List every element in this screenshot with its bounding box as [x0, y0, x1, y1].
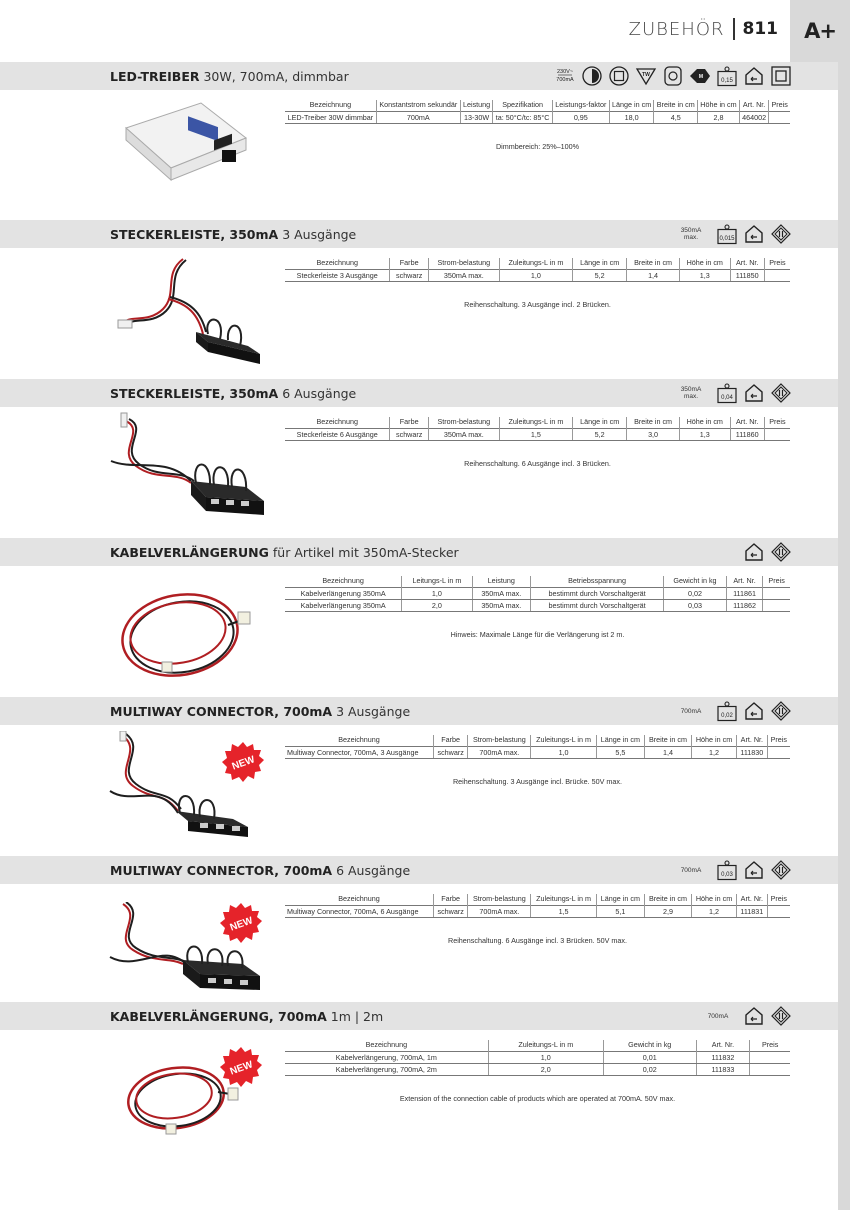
icon-row: [677, 859, 792, 881]
svg-text:TW: TW: [642, 72, 650, 78]
col-header: Strom-belastung: [428, 417, 499, 429]
header-divider: [733, 18, 735, 40]
class-ii-square-icon: [770, 65, 792, 87]
col-header: Länge in cm: [609, 100, 654, 112]
icon-row: [704, 1005, 792, 1027]
col-header: Bezeichnung: [338, 894, 380, 903]
cell: 2,9: [645, 906, 692, 918]
section-note: Reihenschaltung. 6 Ausgänge incl. 3 Brücken. 50V max.: [448, 936, 627, 945]
section-steckerleiste-6: [0, 379, 838, 468]
icon-row: [677, 382, 792, 404]
col-header: Höhe in cm: [679, 258, 730, 270]
spec-table: [285, 100, 790, 124]
kabel-350-image: [110, 580, 260, 690]
svg-text:NEW: NEW: [228, 1059, 255, 1078]
col-header: Länge in cm: [596, 735, 644, 747]
page-header: [629, 18, 778, 40]
cell: 1,0: [402, 588, 472, 600]
cell: 1,4: [627, 270, 680, 282]
cell: 1,0: [499, 270, 572, 282]
cell: 1,2: [691, 747, 736, 759]
section-header: [0, 220, 838, 248]
col-header: Art. Nr.: [696, 1040, 750, 1052]
right-sidebar: [838, 0, 850, 1210]
cell: 111830: [737, 747, 768, 759]
class-ii-icon: [770, 382, 792, 404]
section-header: [0, 856, 838, 884]
spec-table: [285, 576, 790, 612]
section-title: MULTIWAY CONNECTOR, 700mA 6 Ausgänge: [110, 862, 411, 878]
cell: 5,5: [596, 747, 644, 759]
section-title: LED-TREIBER 30W, 700mA, dimmbar: [110, 68, 349, 84]
col-header: Breite in cm: [645, 735, 692, 747]
cell: Steckerleiste 6 Ausgänge: [285, 429, 390, 441]
spec-table: [285, 1040, 790, 1076]
page-number: 811: [742, 19, 778, 39]
spec-table: [285, 894, 790, 918]
svg-text:230V~: 230V~: [556, 69, 574, 75]
cell: 5,1: [596, 906, 644, 918]
col-header: Zuleitungs-L in m: [531, 894, 596, 906]
col-header: Höhe in cm: [698, 100, 740, 112]
cell: [763, 600, 790, 612]
voltage-current-icon: [554, 65, 576, 87]
icon-row: [677, 223, 792, 245]
section-note: Reihenschaltung. 6 Ausgänge incl. 3 Brücken.: [464, 459, 611, 468]
icon-row: [743, 541, 792, 563]
cell: Multiway Connector, 700mA, 6 Ausgänge: [285, 906, 434, 918]
cell: 1,5: [499, 429, 572, 441]
cell: bestimmt durch Vorschaltgerät: [531, 600, 664, 612]
cell: [764, 429, 790, 441]
table-row: [285, 1052, 790, 1064]
section-title: STECKERLEISTE, 350mA 6 Ausgänge: [110, 385, 357, 401]
led-driver-image: [116, 98, 256, 188]
cell: 350mA max.: [472, 600, 531, 612]
cell: 2,0: [402, 600, 472, 612]
col-header: Breite in cm: [627, 417, 680, 429]
cell: 350mA max.: [428, 429, 499, 441]
cell: 1,4: [645, 747, 692, 759]
svg-text:M: M: [698, 74, 704, 80]
col-header: Art. Nr.: [730, 417, 764, 429]
section-steckerleiste-3: [0, 220, 838, 309]
cell: 4,5: [654, 112, 698, 124]
cell: schwarz: [434, 747, 468, 759]
weight-icon: 0,015: [716, 223, 738, 245]
section-header: [0, 538, 838, 566]
col-header: Leistung: [472, 576, 531, 588]
class-ii-icon: [770, 1005, 792, 1027]
steckerleiste-6-image: [106, 411, 271, 521]
cell: [764, 270, 790, 282]
cell: 5,2: [573, 270, 627, 282]
col-header: Zuleitungs-L in m: [531, 735, 596, 747]
cell: bestimmt durch Vorschaltgerät: [531, 588, 664, 600]
cell: 5,2: [573, 429, 627, 441]
new-badge: [222, 741, 264, 783]
cell: 350mA max.: [472, 588, 531, 600]
cell: 1,3: [679, 270, 730, 282]
col-header: Leistung: [460, 100, 493, 112]
cell: schwarz: [390, 270, 428, 282]
col-header: Zuleitungs-L in m: [499, 258, 572, 270]
col-header: Strom-belastung: [428, 258, 499, 270]
col-header: Bezeichnung: [338, 735, 380, 744]
indoor-icon: [743, 1005, 765, 1027]
svg-text:NEW: NEW: [230, 754, 257, 773]
class-ii-icon: [770, 859, 792, 881]
cell: 2,8: [698, 112, 740, 124]
cell: 1,0: [531, 747, 596, 759]
col-header: Leistungs-faktor: [552, 100, 609, 112]
cell: Steckerleiste 3 Ausgänge: [285, 270, 390, 282]
col-header: Bezeichnung: [322, 576, 364, 585]
cell: 111833: [696, 1064, 750, 1076]
cell: [767, 747, 790, 759]
col-header: Art. Nr.: [739, 100, 768, 112]
col-header: Gewicht in kg: [603, 1040, 696, 1052]
col-header: Strom-belastung: [468, 735, 531, 747]
col-header: Art. Nr.: [737, 894, 768, 906]
cell: 0,95: [552, 112, 609, 124]
col-header: Art. Nr.: [737, 735, 768, 747]
cell: schwarz: [434, 906, 468, 918]
indoor-icon: [743, 859, 765, 881]
cell: 111861: [726, 588, 762, 600]
col-header: Höhe in cm: [679, 417, 730, 429]
cell: LED-Treiber 30W dimmbar: [285, 112, 376, 124]
section-header: [0, 1002, 838, 1030]
class-ii-icon: [770, 700, 792, 722]
col-header: Höhe in cm: [691, 894, 736, 906]
col-header: Strom-belastung: [468, 894, 531, 906]
class-icon: [608, 65, 630, 87]
table-row: [285, 429, 790, 441]
table-row: [285, 906, 790, 918]
chapter-tab[interactable]: [790, 0, 850, 62]
cell: 350mA max.: [428, 270, 499, 282]
current-label: 700mA: [707, 1012, 729, 1020]
cell: 0,02: [603, 1064, 696, 1076]
icon-row: [554, 65, 792, 87]
weight-icon: 0,03: [716, 859, 738, 881]
col-header: Spezifikation: [493, 100, 552, 112]
section-title: KABELVERLÄNGERUNG für Artikel mit 350mA-Stecker: [110, 544, 459, 560]
section-header: [0, 697, 838, 725]
col-header: Länge in cm: [573, 258, 627, 270]
table-row: [285, 747, 790, 759]
col-header: Farbe: [390, 417, 428, 429]
cell: 18,0: [609, 112, 654, 124]
indoor-icon: [743, 223, 765, 245]
cell: 13-30W: [460, 112, 493, 124]
col-header: Bezeichnung: [316, 258, 359, 267]
section-kabelverlaengerung-350: [0, 538, 838, 639]
chapter-title: ZUBEHÖR: [628, 18, 725, 40]
section-note: Hinweis: Maximale Länge für die Verlängerung ist 2 m.: [450, 630, 625, 639]
cell: 3,0: [627, 429, 680, 441]
col-header: Farbe: [434, 894, 468, 906]
f-mark-icon: [662, 65, 684, 87]
cell: 1,2: [691, 906, 736, 918]
weight-icon: 0,02: [716, 700, 738, 722]
indoor-icon: [743, 65, 765, 87]
current-label: 700mA: [680, 866, 702, 874]
col-header: Preis: [767, 894, 790, 906]
col-header: Betriebsspannung: [531, 576, 664, 588]
cell: Multiway Connector, 700mA, 3 Ausgänge: [285, 747, 434, 759]
current-label: 700mA: [680, 707, 702, 715]
col-header: Breite in cm: [645, 894, 692, 906]
cell: 1,3: [679, 429, 730, 441]
new-badge: [220, 1046, 262, 1088]
col-header: Bezeichnung: [365, 1040, 408, 1049]
spec-table: [285, 258, 790, 282]
current-label: 350mA max.: [680, 227, 702, 241]
col-header: Breite in cm: [627, 258, 680, 270]
icon-row: [677, 700, 792, 722]
cell: 111850: [730, 270, 764, 282]
cell: 0,01: [603, 1052, 696, 1064]
col-header: Preis: [767, 735, 790, 747]
col-header: Leitungs-L in m: [402, 576, 472, 588]
new-badge: [220, 902, 262, 944]
chapter-tab-label: A+: [804, 19, 836, 43]
col-header: Gewicht in kg: [664, 576, 727, 588]
svg-text:700mA: 700mA: [556, 77, 574, 83]
cell: [769, 112, 790, 124]
col-header: Farbe: [390, 258, 428, 270]
cell: ta: 50°C/tc: 85°C: [493, 112, 552, 124]
cell: schwarz: [390, 429, 428, 441]
indoor-icon: [743, 700, 765, 722]
col-header: Preis: [764, 417, 790, 429]
cell: 111860: [730, 429, 764, 441]
col-header: Art. Nr.: [726, 576, 762, 588]
section-note: Reihenschaltung. 3 Ausgänge incl. Brücke. 50V max.: [452, 777, 622, 786]
col-header: Höhe in cm: [691, 735, 736, 747]
cell: 700mA max.: [468, 906, 531, 918]
class-ii-icon: [770, 541, 792, 563]
cell: 700mA: [376, 112, 460, 124]
col-header: Länge in cm: [573, 417, 627, 429]
svg-text:NEW: NEW: [228, 915, 255, 934]
dimmable-icon: [581, 65, 603, 87]
cell: Kabelverlängerung, 700mA, 1m: [285, 1052, 488, 1064]
section-title: STECKERLEISTE, 350mA 3 Ausgänge: [110, 226, 357, 242]
steckerleiste-3-image: [108, 254, 268, 374]
col-header: Art. Nr.: [730, 258, 764, 270]
section-header: [0, 62, 838, 90]
cell: 0,03: [664, 600, 727, 612]
col-header: Bezeichnung: [309, 100, 352, 109]
section-note: Extension of the connection cable of products which are operated at 700mA. 50V max.: [399, 1094, 676, 1103]
col-header: Preis: [750, 1040, 790, 1052]
col-header: Farbe: [434, 735, 468, 747]
cell: Kabelverlängerung 350mA: [285, 600, 402, 612]
section-led-treiber: [0, 62, 838, 151]
weight-icon: 0,15: [716, 65, 738, 87]
col-header: Länge in cm: [596, 894, 644, 906]
cell: 1,0: [488, 1052, 603, 1064]
cell: 700mA max.: [468, 747, 531, 759]
cell: Kabelverlängerung 350mA: [285, 588, 402, 600]
cell: [767, 906, 790, 918]
cell: 111831: [737, 906, 768, 918]
section-note: Dimmbereich: 25%–100%: [495, 142, 580, 151]
col-header: Preis: [769, 100, 790, 112]
cell: 464002: [739, 112, 768, 124]
cell: 111832: [696, 1052, 750, 1064]
cell: 0,02: [664, 588, 727, 600]
col-header: Preis: [764, 258, 790, 270]
table-row: [285, 588, 790, 600]
table-row: [285, 112, 790, 124]
tw-temperature-icon: [635, 65, 657, 87]
class-ii-icon: [770, 223, 792, 245]
spec-table: [285, 735, 790, 759]
col-header: Zuleitungs-L in m: [488, 1040, 603, 1052]
cell: [750, 1052, 790, 1064]
section-kabelverlaengerung-700: [0, 1002, 838, 1103]
table-row: [285, 1064, 790, 1076]
col-header: Preis: [763, 576, 790, 588]
cell: [763, 588, 790, 600]
indoor-icon: [743, 541, 765, 563]
weight-icon: 0,04: [716, 382, 738, 404]
cell: Kabelverlängerung, 700mA, 2m: [285, 1064, 488, 1076]
col-header: Bezeichnung: [316, 417, 359, 426]
spec-table: [285, 417, 790, 441]
mm-icon: [689, 65, 711, 87]
section-multiway-6: [0, 856, 838, 945]
cell: 1,5: [531, 906, 596, 918]
current-label: 350mA max.: [680, 386, 702, 400]
table-row: [285, 600, 790, 612]
col-header: Konstantstrom sekundär: [376, 100, 460, 112]
cell: [750, 1064, 790, 1076]
section-note: Reihenschaltung. 3 Ausgänge incl. 2 Brücken.: [464, 300, 611, 309]
col-header: Breite in cm: [654, 100, 698, 112]
table-row: [285, 270, 790, 282]
cell: 111862: [726, 600, 762, 612]
cell: 2,0: [488, 1064, 603, 1076]
section-title: KABELVERLÄNGERUNG, 700mA 1m | 2m: [110, 1008, 384, 1024]
section-header: [0, 379, 838, 407]
col-header: Zuleitungs-L in m: [499, 417, 572, 429]
indoor-icon: [743, 382, 765, 404]
section-multiway-3: [0, 697, 838, 786]
section-title: MULTIWAY CONNECTOR, 700mA 3 Ausgänge: [110, 703, 411, 719]
